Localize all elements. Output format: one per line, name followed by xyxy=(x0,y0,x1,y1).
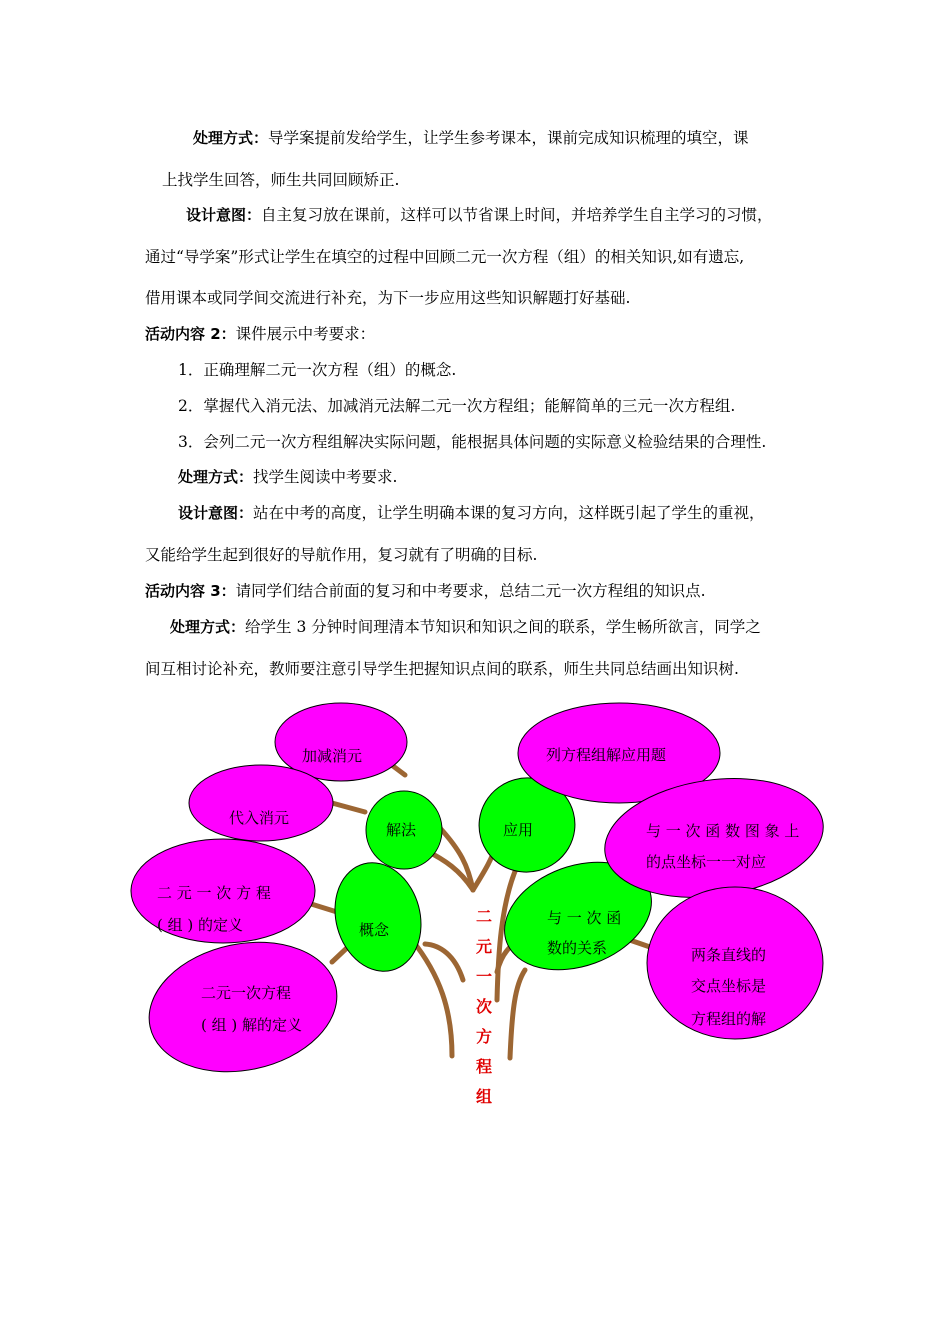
branch-label-yingyong: 应用 xyxy=(503,821,534,839)
branch-gainian xyxy=(323,853,433,981)
trunk-char: 方 xyxy=(475,1027,492,1046)
paragraph-3 xyxy=(178,467,397,487)
trunk-char: 二 xyxy=(475,907,492,926)
label-activity-3: 活动内容 3： xyxy=(145,582,236,600)
text-5: 给学生 3 分钟时间理清本节知识和知识之间的联系，学生畅所欲言，同学之 xyxy=(245,618,761,636)
paragraph-4 xyxy=(178,503,765,523)
branch-label-hanshu-1: 与 一 次 函 xyxy=(547,909,622,927)
text-3: 找学生阅读中考要求. xyxy=(253,468,398,486)
label-sheji-2: 设计意图： xyxy=(178,504,254,522)
paragraph-5-cont: 间互相讨论补充，教师要注意引导学生把握知识点间的联系，师生共同总结画出知识树. xyxy=(145,660,739,678)
text-1: 导学案提前发给学生，让学生参考课本，课前完成知识梳理的填空，课 xyxy=(268,129,749,147)
trunk-char: 次 xyxy=(475,997,492,1016)
text-2: 自主复习放在课前，这样可以节省课上时间，并培养学生自主学习的习惯， xyxy=(261,206,773,224)
leaf-label-jiajian: 加减消元 xyxy=(302,747,363,765)
leaf-label-jie-2: ( 组 ) 解的定义 xyxy=(201,1016,303,1034)
connector-jiajian xyxy=(393,766,405,775)
leaf-dairu xyxy=(189,765,333,841)
label-chuli-2: 处理方式： xyxy=(178,468,254,486)
leaf-label-jiaodian-2: 交点坐标是 xyxy=(691,977,767,995)
leaf-label-yingyongti: 列方程组解应用题 xyxy=(546,746,667,764)
trunk-char: 元 xyxy=(475,937,492,956)
paragraph-1-cont: 上找学生回答，师生共同回顾矫正. xyxy=(162,171,400,189)
branch-label-gainian: 概念 xyxy=(359,921,390,939)
paragraph-2-cont-1: 通过“导学案”形式让学生在填空的过程中回顾二元一次方程（组）的相关知识,如有遗忘, xyxy=(145,248,745,266)
leaf-jie xyxy=(137,926,349,1089)
trunk-char: 程 xyxy=(475,1057,492,1076)
stem-right-outer xyxy=(510,970,525,1058)
branch-label-jiefa: 解法 xyxy=(386,821,417,839)
requirement-1: 1．正确理解二元一次方程（组）的概念. xyxy=(178,361,457,379)
paragraph-4-cont: 又能给学生起到很好的导航作用，复习就有了明确的目标. xyxy=(145,546,538,564)
leaf-label-tuxiang-2: 的点坐标一一对应 xyxy=(646,853,767,871)
paragraph-5 xyxy=(170,617,761,637)
requirement-3: 3．会列二元一次方程组解决实际问题，能根据具体问题的实际意义检验结果的合理性. xyxy=(178,433,767,451)
trunk-label xyxy=(474,902,494,1112)
paragraph-1 xyxy=(193,128,749,148)
text-activity-2: 课件展示中考要求： xyxy=(235,325,376,343)
leaf-label-jie-1: 二元一次方程 xyxy=(201,984,292,1002)
leaf-label-tuxiang-1: 与 一 次 函 数 图 象 上 xyxy=(646,822,800,840)
activity-2 xyxy=(145,324,375,344)
label-sheji-1: 设计意图： xyxy=(186,206,262,224)
paragraph-2-cont-2: 借用课本或同学间交流进行补充，为下一步应用这些知识解题打好基础. xyxy=(145,289,631,307)
label-chuli-3: 处理方式： xyxy=(170,618,246,636)
stem-left-outer xyxy=(412,940,452,1056)
connector-dairu xyxy=(332,803,365,812)
text-4: 站在中考的高度，让学生明确本课的复习方向，这样既引起了学生的重视， xyxy=(253,504,765,522)
leaf-label-dingyi-1: 二 元 一 次 方 程 xyxy=(157,884,271,902)
activity-3 xyxy=(145,581,706,601)
leaf-label-jiaodian-1: 两条直线的 xyxy=(691,946,767,964)
branch-label-hanshu-2: 数的关系 xyxy=(547,939,608,957)
label-activity-2: 活动内容 2： xyxy=(145,325,236,343)
leaf-label-jiaodian-3: 方程组的解 xyxy=(691,1010,767,1028)
label-chuli-1: 处理方式： xyxy=(193,129,269,147)
requirement-2: 2．掌握代入消元法、加减消元法解二元一次方程组；能解简单的三元一次方程组. xyxy=(178,397,736,415)
trunk-char: 一 xyxy=(475,967,492,986)
paragraph-2 xyxy=(186,205,773,225)
leaf-label-dingyi-2: ( 组 ) 的定义 xyxy=(157,916,244,934)
stem-left-mid xyxy=(425,944,463,980)
leaf-label-dairu: 代入消元 xyxy=(229,809,290,827)
text-activity-3: 请同学们结合前面的复习和中考要求，总结二元一次方程组的知识点. xyxy=(235,582,706,600)
trunk-char: 组 xyxy=(475,1087,492,1106)
